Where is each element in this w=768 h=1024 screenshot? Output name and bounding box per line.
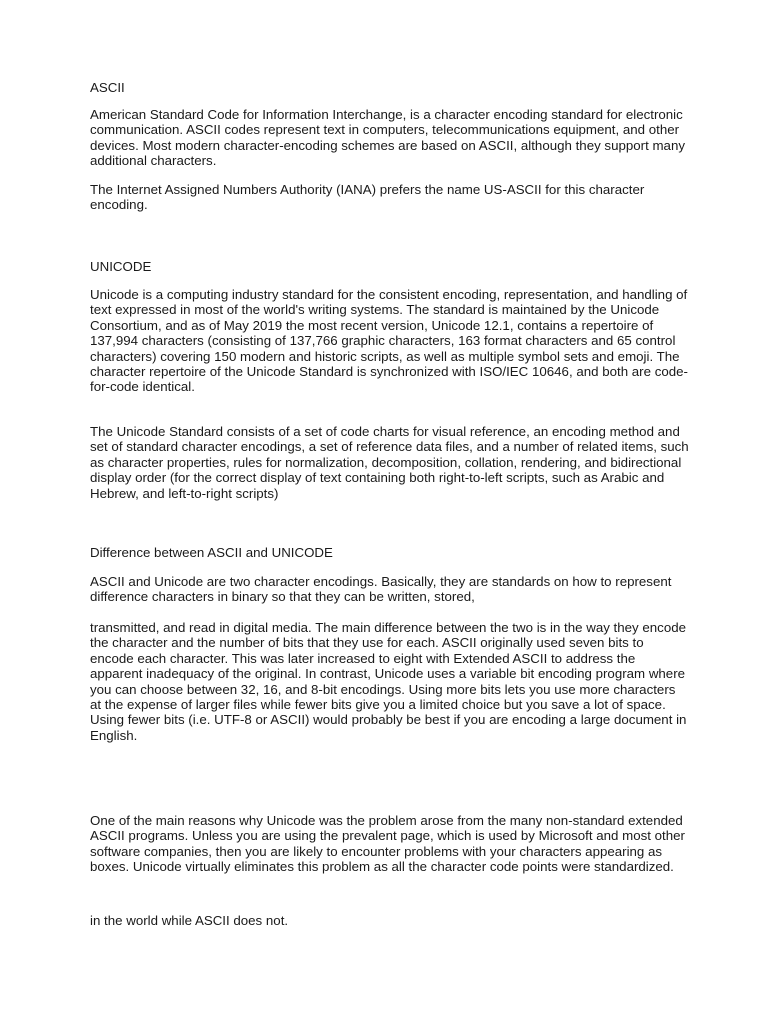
unicode-paragraph-standard: The Unicode Standard consists of a set of code charts for visual reference, an encoding method and set of standard character encodings, a set of reference data files, and a number of related items, such as character properties, rules for normalization, decomposition, collation, rendering, and bidirectional display order (for the correct display of text containing both right-to-left scripts, such as Arabic and Hebrew, and left-to-right scripts) xyxy=(90,424,689,501)
difference-paragraph-extended: One of the main reasons why Unicode was the problem arose from the many non-standard extended ASCII programs. Unless you are using the prevalent page, which is used by Microsoft and most other software companies, then you are likely to encounter problems with your characters appearing as boxes. Unicode virtually eliminates this problem as all the character code points were standardized. xyxy=(90,813,685,875)
ascii-paragraph-definition: American Standard Code for Information Interchange, is a character encoding standard for electronic communication. ASCII codes represent text in computers, telecommunications equipment, and other devices. Most modern character-encoding schemes are based on ASCII, although they support many additional characters. xyxy=(90,107,685,169)
difference-paragraph-closing: in the world while ASCII does not. xyxy=(90,913,289,928)
unicode-heading: UNICODE xyxy=(90,259,152,274)
difference-heading: Difference between ASCII and UNICODE xyxy=(90,545,333,560)
difference-paragraph-intro: ASCII and Unicode are two character encodings. Basically, they are standards on how to represent difference characters in binary so that they can be written, stored, xyxy=(90,574,672,605)
ascii-heading: ASCII xyxy=(90,80,125,95)
difference-paragraph-bits: transmitted, and read in digital media. The main difference between the two is in the way they encode the character and the number of bits that they use for each. ASCII originally used seven bits to encode each character. This was later increased to eight with Extended ASCII to address the apparent inadequacy of the original. In contrast, Unicode uses a variable bit encoding program where you can choose between 32, 16, and 8-bit encodings. Using more bits lets you use more characters at the expense of larger files while fewer bits give you a limited choice but you save a lot of space. Using fewer bits (i.e. UTF-8 or ASCII) would probably be best if you are encoding a large document in English. xyxy=(90,620,687,743)
unicode-paragraph-definition: Unicode is a computing industry standard for the consistent encoding, representation, and handling of text expressed in most of the world's writing systems. The standard is maintained by the Unicode Consortium, and as of May 2019 the most recent version, Unicode 12.1, contains a repertoire of 137,994 characters (consisting of 137,766 graphic characters, 163 format characters and 65 control characters) covering 150 modern and historic scripts, as well as multiple symbol sets and emoji. The character repertoire of the Unicode Standard is synchronized with ISO/IEC 10646, and both are code-for-code identical. xyxy=(90,287,688,395)
ascii-paragraph-iana: The Internet Assigned Numbers Authority (IANA) prefers the name US-ASCII for this character encoding. xyxy=(90,182,645,213)
